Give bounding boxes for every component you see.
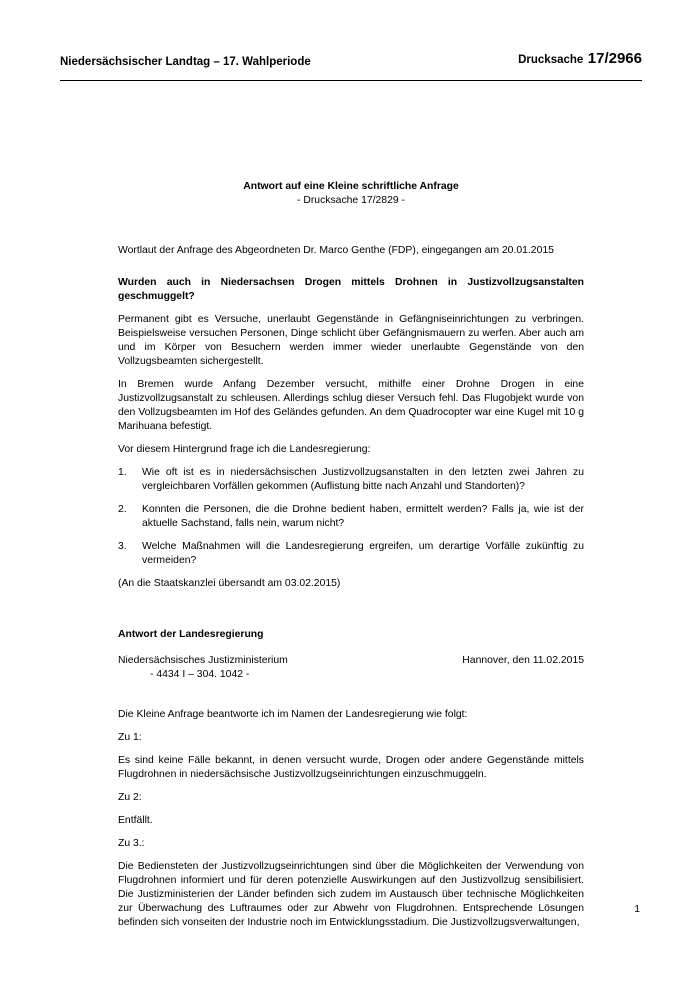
zu3-label: Zu 3.: xyxy=(118,838,145,849)
list-item-number: 2. xyxy=(118,504,127,515)
question-list xyxy=(118,466,584,568)
list-item-text: Wie oft ist es in niedersächsischen Justizvollzugsanstalten in den letzten zwei Jahren zu vergleichbaren Vorfällen gekommen (Auflistung bitte nach Anzahl und Standorten)? xyxy=(142,467,584,492)
paragraph-2: In Bremen wurde Anfang Dezember versucht, mithilfe einer Drohne Drogen in eine Justizvollzugsanstalt zu schleusen. Allerdings schlug dieser Versuch fehl. Das Flugobjekt wurde von den Vollzugsbeamten im Hof des Geländes gefunden. An dem Quadrocopter war eine Kugel mit 10 g Marihuana befestigt. xyxy=(118,379,584,432)
page-number: 1 xyxy=(634,904,640,915)
answer-intro: Die Kleine Anfrage beantworte ich im Namen der Landesregierung wie folgt: xyxy=(118,709,468,720)
zu2-text: Entfällt. xyxy=(118,815,153,826)
place-date: Hannover, den 11.02.2015 xyxy=(462,655,584,666)
list-item-text: Welche Maßnahmen will die Landesregierung ergreifen, um derartige Vorfälle zukünftig zu vermeiden? xyxy=(142,541,584,566)
zu2-label: Zu 2: xyxy=(118,792,142,803)
list-item-text: Konnten die Personen, die die Drohne bedient haben, ermittelt werden? Falls ja, wie ist der aktuelle Sachstand, falls nein, warum nicht? xyxy=(142,504,584,529)
zu3-text: Die Bediensteten der Justizvollzugseinrichtungen sind über die Möglichkeiten der Verwendung von Flugdrohnen informiert und für deren potenzielle Auswirkungen auf den Justizvollzug sensibilisiert. Die Justizministerien der Länder befinden sich zudem im Austausch über technische Möglichkeiten zur Überwachung des Luftraumes oder zur Abwehr von Flugdrohnen. Entsprechende Lösungen befinden sich vonseiten der Industrie noch im Entwicklungsstadium. Die Justizvollzugsverwaltungen, xyxy=(118,861,584,928)
header-parliament: Niedersächsischer Landtag – 17. Wahlperiode xyxy=(60,56,311,68)
zu1-text: Es sind keine Fälle bekannt, in denen versucht wurde, Drogen oder andere Gegenstände mittels Flugdrohnen in niedersächsische Justizvollzugseinrichtungen einzuschmuggeln. xyxy=(118,755,584,780)
drucksache-number: 17/2966 xyxy=(587,50,642,67)
list-item xyxy=(118,540,584,568)
sent-note: (An die Staatskanzlei übersandt am 03.02.2015) xyxy=(118,578,341,589)
header-divider xyxy=(60,80,642,81)
list-item-number: 1. xyxy=(118,467,127,478)
document-title: Antwort auf eine Kleine schriftliche Anfrage xyxy=(243,181,459,192)
header-drucksache xyxy=(518,50,642,68)
zu1-label: Zu 1: xyxy=(118,732,142,743)
list-item xyxy=(118,466,584,494)
document-body xyxy=(118,180,584,939)
document-subtitle: - Drucksache 17/2829 - xyxy=(296,195,405,206)
answer-heading: Antwort der Landesregierung xyxy=(118,629,264,640)
ministry-row xyxy=(118,654,584,668)
list-item xyxy=(118,503,584,531)
drucksache-label: Drucksache xyxy=(518,54,584,66)
lead-in: Vor diesem Hintergrund frage ich die Landesregierung: xyxy=(118,444,371,455)
paragraph-1: Permanent gibt es Versuche, unerlaubt Gegenstände in Gefängniseinrichtungen zu verbringen. Beispielsweise versuchen Personen, Dinge schlicht über Gefängnismauern zu werfen. Aber auch am und im Körper von Besuchern werden immer wieder unerlaubte Gegenstände von den Vollzugsbeamten sichergestellt. xyxy=(118,314,584,367)
ministry-name: Niedersächsisches Justizministerium xyxy=(118,655,288,666)
list-item-number: 3. xyxy=(118,541,127,552)
intro-text: Wortlaut der Anfrage des Abgeordneten Dr. Marco Genthe (FDP), eingegangen am 20.01.2015 xyxy=(118,245,554,256)
question-heading: Wurden auch in Niedersachsen Drogen mittels Drohnen in Justizvollzugsanstalten geschmuggelt? xyxy=(118,277,584,302)
reference-number: - 4434 I – 304. 1042 - xyxy=(150,669,250,680)
